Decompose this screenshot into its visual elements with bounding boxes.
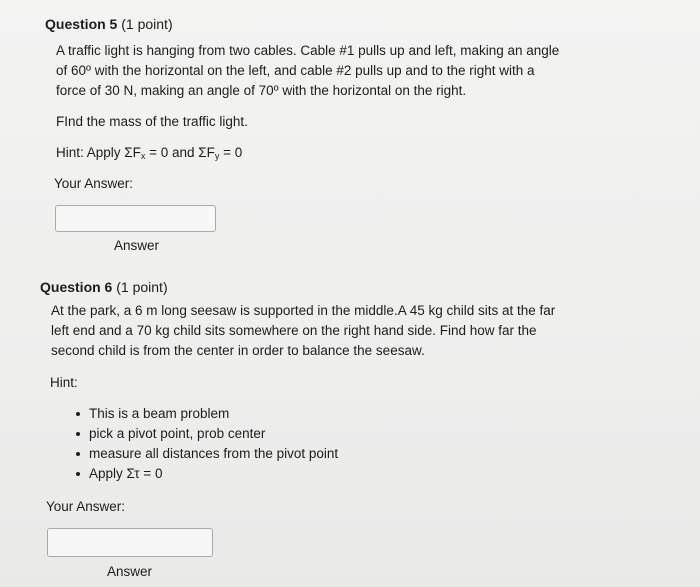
question-6-text-line-1: At the park, a 6 m long seesaw is supported in the middle.A 45 kg child sits at the far: [51, 303, 556, 318]
hint-text-part: = 0 and ΣF: [145, 145, 215, 160]
question-5-title: [45, 16, 173, 32]
hint-list-item: Apply Στ = 0: [76, 464, 338, 484]
question-5-text-line-1: A traffic light is hanging from two cables. Cable #1 pulls up and left, making an angle: [56, 43, 560, 58]
question-6-answer-input[interactable]: [47, 528, 213, 557]
hint-text-part: Hint: Apply ΣF: [56, 145, 141, 160]
hint-subscript-x: x: [140, 151, 146, 161]
hint-list-item: pick a pivot point, prob center: [76, 424, 338, 444]
question-6-text-line-2: left end and a 70 kg child sits somewhere on the right hand side. Find how far the: [51, 323, 537, 338]
question-5-find: FInd the mass of the traffic light.: [56, 114, 248, 129]
hint-text-part: = 0: [219, 145, 243, 160]
question-5-text-line-3: force of 30 N, making an angle of 70º with the horizontal on the right.: [56, 83, 467, 98]
question-5-points: (1 point): [121, 16, 173, 32]
hint-subscript-y: y: [214, 151, 220, 161]
question-6-title: [40, 279, 168, 295]
question-6-your-answer-label: Your Answer:: [46, 499, 126, 514]
hint-list-item: This is a beam problem: [76, 404, 338, 424]
question-5-hint: [56, 145, 242, 161]
question-5-number: Question 5: [45, 16, 118, 32]
question-6-hint-list: [76, 404, 338, 484]
question-6-points: (1 point): [116, 279, 168, 295]
question-6-answer-button[interactable]: Answer: [107, 564, 153, 579]
hint-list-item: measure all distances from the pivot point: [76, 444, 338, 464]
question-5-your-answer-label: Your Answer:: [54, 176, 134, 191]
question-5-text-line-2: of 60º with the horizontal on the left, and cable #2 pulls up and to the right with a: [56, 63, 535, 78]
question-6-text-line-3: second child is from the center in order to balance the seesaw.: [51, 343, 425, 358]
question-6-number: Question 6: [40, 279, 113, 295]
question-5-answer-button[interactable]: Answer: [114, 238, 160, 253]
question-6-hint-label: Hint:: [50, 375, 78, 390]
question-5-answer-input[interactable]: [55, 205, 216, 232]
